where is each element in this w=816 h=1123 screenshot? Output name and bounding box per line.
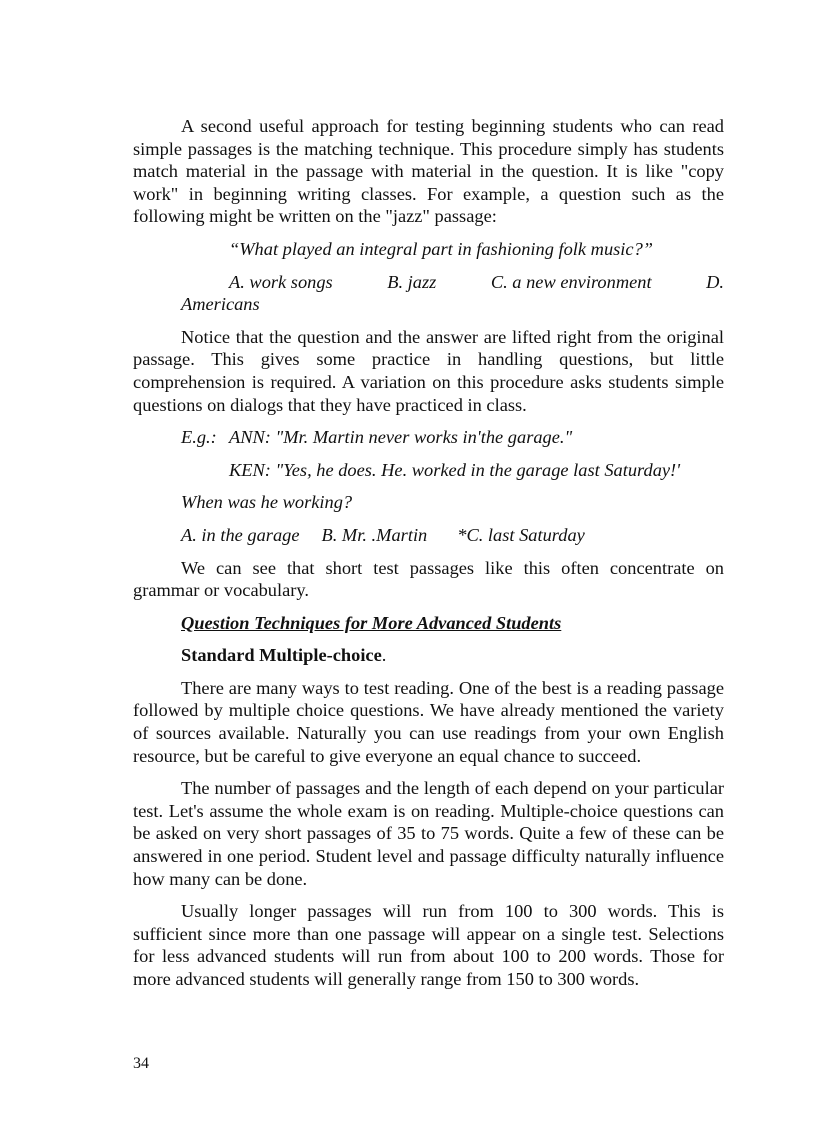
dialog-answer-b: B. Mr. .Martin [321, 524, 428, 545]
example-label: E.g.: [181, 427, 217, 448]
option-c: C. a new environment [490, 271, 652, 292]
dialog-answers [133, 524, 724, 547]
dialog-line-ann [133, 426, 724, 449]
text-column [133, 115, 724, 1001]
option-a: A. work songs [229, 271, 333, 292]
subsection-heading-text: Standard Multiple-choice [181, 645, 382, 666]
ken-line: KEN: "Yes, he does. He. worked in the garage last Saturday!' [229, 459, 681, 480]
dialog-answer-c: *C. last Saturday [457, 524, 585, 545]
example-options [133, 271, 724, 294]
dialog-answer-a: A. in the garage [181, 524, 300, 545]
section-heading: Question Techniques for More Advanced Students [181, 612, 562, 633]
body-paragraph: Usually longer passages will run from 100 to 300 words. This is sufficient since more than one passage will appear on a single test. Selections for less advanced students will run from about 100 to 200 words. Those for more advanced students will generally range from 150 to 300 words. [133, 901, 724, 989]
conclusion-paragraph: We can see that short test passages like this often concentrate on grammar or vocabulary. [133, 557, 724, 601]
body-paragraph: There are many ways to test reading. One of the best is a reading passage followed by multiple choice questions. We have already mentioned the variety of sources available. Naturally you can use readings from your own English resource, but be careful to give everyone an equal chance to succeed. [133, 677, 724, 766]
option-d: D. [706, 271, 724, 292]
example-question: “What played an integral part in fashioning folk music?” [229, 238, 653, 259]
ann-line: ANN: "Mr. Martin never works in'the garage." [229, 427, 573, 448]
dialog-question: When was he working? [181, 492, 353, 513]
subsection-heading-period: . [381, 645, 387, 666]
notice-paragraph: Notice that the question and the answer are lifted right from the original passage. This gives some practice in handling questions, but little comprehension is required. A variation on this procedure asks students simple questions on dialogs that they have practiced in class. [133, 326, 724, 415]
page-number: 34 [133, 1055, 149, 1072]
option-b: B. jazz [387, 271, 437, 292]
matching-intro-paragraph: A second useful approach for testing beginning students who can read simple passages is the matching technique. This procedure simply has students match material in the passage with material in the question. It is like "copy work" in beginning writing classes. For example, a question such as the following might be written on the "jazz" passage: [133, 116, 724, 227]
body-paragraph: The number of passages and the length of each depend on your particular test. Let's assume the whole exam is on reading. Multiple-choice questions can be asked on very short passages of 35 to 75 words. Quite a few of these can be answered in one period. Student level and passage difficulty naturally influence how many can be done. [133, 778, 724, 889]
option-d-continued: Americans [181, 294, 260, 315]
subsection-heading [133, 644, 724, 667]
